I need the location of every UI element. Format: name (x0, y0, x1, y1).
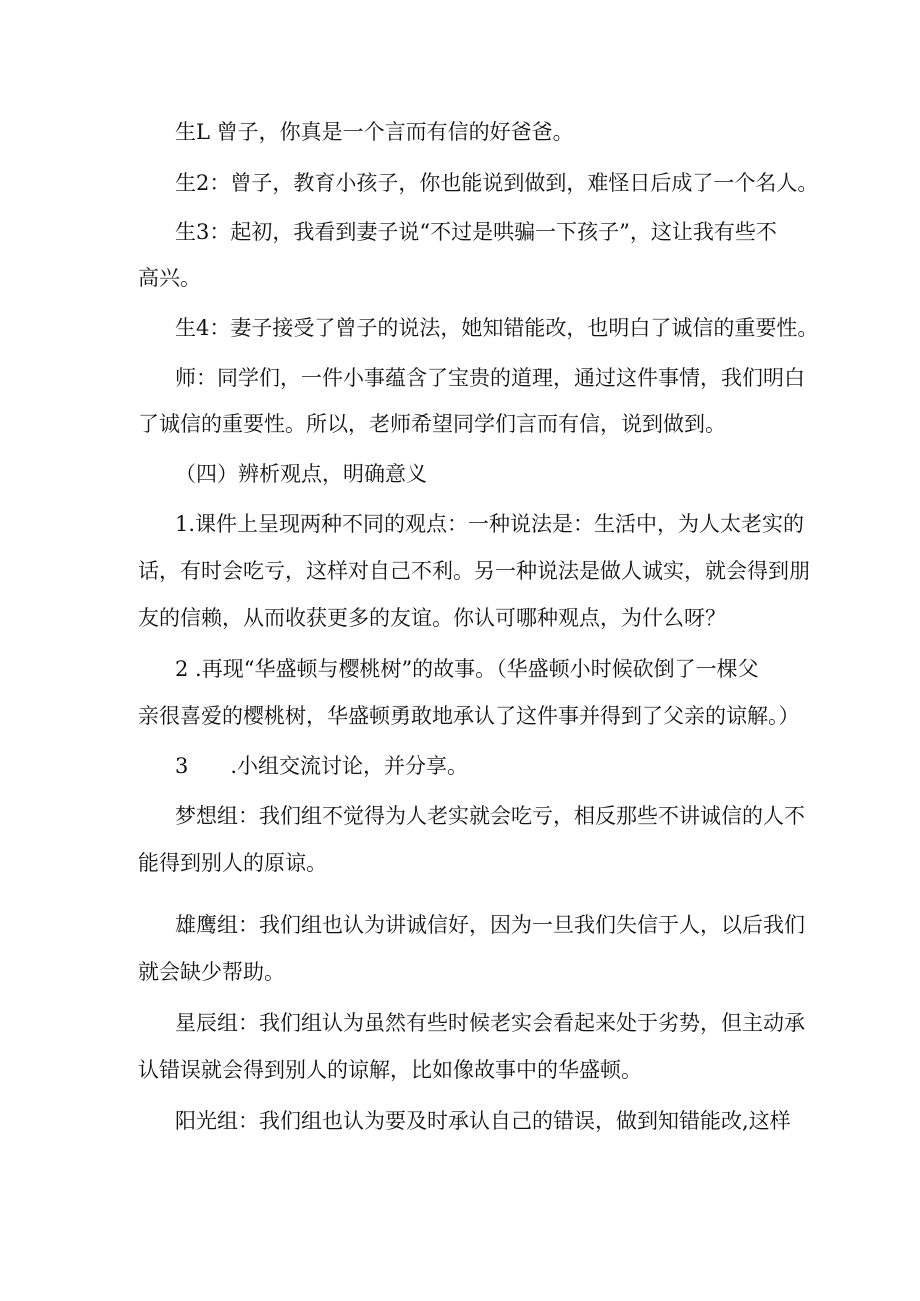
paragraph-line: 友的信赖，从而收获更多的友谊。你认可哪种观点，为什么呀？ (138, 606, 726, 630)
paragraph-line: 阳光组：我们组也认为要及时承认自己的错误，做到知错能改,这样 (175, 1109, 791, 1133)
paragraph-line: 亲很喜爱的樱桃树，华盛顿勇敢地承认了这件事并得到了父亲的谅解。） (138, 704, 800, 728)
paragraph-line: 生L 曾子，你真是一个言而有信的好爸爸。 (175, 120, 574, 144)
section-heading: （四）辨析观点，明确意义 (175, 462, 427, 486)
paragraph-line: 星辰组：我们组认为虽然有些时候老实会看起来处于劣势，但主动承 (175, 1011, 805, 1035)
paragraph-line: 生3：起初，我看到妻子说“不过是哄骗一下孩子”，这让我有些不 (175, 220, 777, 244)
paragraph-line: 3 .小组交流讨论，并分享。 (175, 754, 469, 778)
paragraph-line: 高兴。 (138, 266, 201, 290)
paragraph-line: 生4：妻子接受了曾子的说法，她知错能改，也明白了诚信的重要性。 (175, 316, 819, 340)
paragraph-line: 师：同学们，一件小事蕴含了宝贵的道理，通过这件事情，我们明白 (175, 366, 805, 390)
paragraph-line: 能得到别人的原谅。 (138, 851, 327, 875)
paragraph-line: 认错误就会得到别人的谅解，比如像故事中的华盛顿。 (138, 1058, 642, 1082)
paragraph-line: 话，有时会吃亏，这样对自己不利。另一种说法是做人诚实，就会得到朋 (138, 559, 810, 583)
paragraph-line: 1.课件上呈现两种不同的观点：一种说法是：生活中，为人太老实的 (175, 512, 805, 536)
paragraph-line: 梦想组：我们组不觉得为人老实就会吃亏，相反那些不讲诚信的人不 (175, 804, 805, 828)
paragraph-line: 就会缺少帮助。 (138, 960, 285, 984)
paragraph-line: 雄鹰组：我们组也认为讲诚信好，因为一旦我们失信于人，以后我们 (175, 913, 805, 937)
paragraph-line: 生2：曾子，教育小孩子，你也能说到做到，难怪日后成了一个名人。 (175, 171, 819, 195)
paragraph-line: 2 .再现“华盛顿与樱桃树”的故事。（华盛顿小时候砍倒了一棵父 (175, 657, 759, 681)
paragraph-line: 了诚信的重要性。所以，老师希望同学们言而有信，说到做到。 (138, 412, 726, 436)
